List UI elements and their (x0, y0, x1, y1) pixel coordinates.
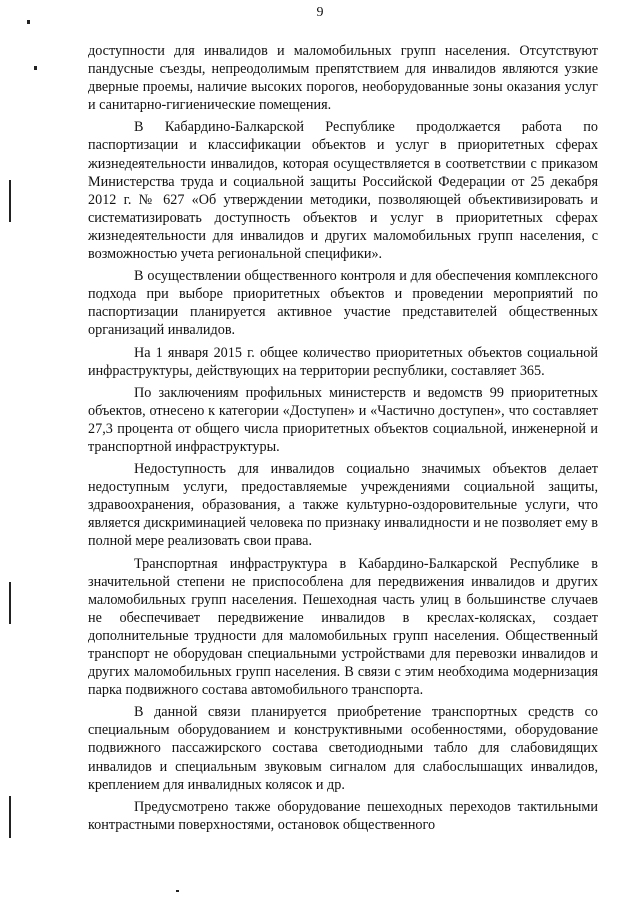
paragraph: В данной связи планируется приобретение транспортных средств со специальным оборудованием и конструктивными особенностями, оборудование подвижного пассажирского состава светодиодными табло для слабовидящих инвалидов и специальным звуковым сигналом для слабослышащих инвалидов, креплением для инвалидных колясок и др. (88, 704, 598, 793)
paragraph: доступности для инвалидов и маломобильных групп населения. Отсутствуют пандусные съезды, непреодолимым препятствием для инвалидов являются узкие дверные проемы, наличие высоких порогов, необорудованные зоны оказания услуг и санитарно-гигиенические помещения. (88, 43, 598, 114)
page-number: 9 (316, 5, 324, 20)
document-body (88, 42, 598, 834)
paragraph: Недоступность для инвалидов социально значимых объектов делает недоступным услуги, предоставляемые учреждениями социальной защиты, здравоохранения, образования, а также культурно-оздоровительные услуги, что является дискриминацией человека по признаку инвалидности и не позволяет ему в полной мере реализовать свои права. (88, 461, 598, 550)
margin-line (9, 582, 11, 624)
paragraph: В осуществлении общественного контроля и для обеспечения комплексного подхода при выборе приоритетных объектов и проведении мероприятий по паспортизации планируется активное участие представителей общественных организаций инвалидов. (88, 268, 598, 339)
margin-line (9, 180, 11, 222)
paragraph: На 1 января 2015 г. общее количество приоритетных объектов социальной инфраструктуры, действующих на территории республики, составляет 365. (88, 344, 598, 379)
margin-line (9, 796, 11, 838)
paragraph: Транспортная инфраструктура в Кабардино-Балкарской Республике в значительной степени не приспособлена для передвижения инвалидов и других маломобильных групп населения. Пешеходная часть улиц в большинстве случаев не обеспечивает передвижение инвалидов в креслах-колясках, создает дополнительные трудности для маломобильных групп населения. Общественный транспорт не оборудован специальными устройствами для перевозки инвалидов и других маломобильных групп населения. В связи с этим необходима модернизация парка подвижного состава автомобильного транспорта. (88, 555, 598, 699)
paragraph: В Кабардино-Балкарской Республике продолжается работа по паспортизации и классификации объектов и услуг в приоритетных сферах жизнедеятельности инвалидов, которая осуществляется в соответствии с приказом Министерства труда и социальной защиты Российской Федерации от 25 декабря 2012 г. № 627 «Об утверждении методики, позволяющей объективизировать и систематизировать доступность объектов и услуг в приоритетных сферах жизнедеятельности для инвалидов и других маломобильных групп населения, с возможностью учета региональной специфики». (88, 119, 598, 263)
scan-mark (34, 66, 37, 70)
scan-mark (27, 20, 30, 24)
paragraph: Предусмотрено также оборудование пешеходных переходов тактильными контрастными поверхностями, остановок общественного (88, 798, 598, 833)
paragraph: По заключениям профильных министерств и ведомств 99 приоритетных объектов, отнесено к категории «Доступен» и «Частично доступен», что составляет 27,3 процента от общего числа приоритетных объектов социальной, инженерной и транспортной инфраструктуры. (88, 384, 598, 455)
scan-mark (176, 890, 179, 892)
